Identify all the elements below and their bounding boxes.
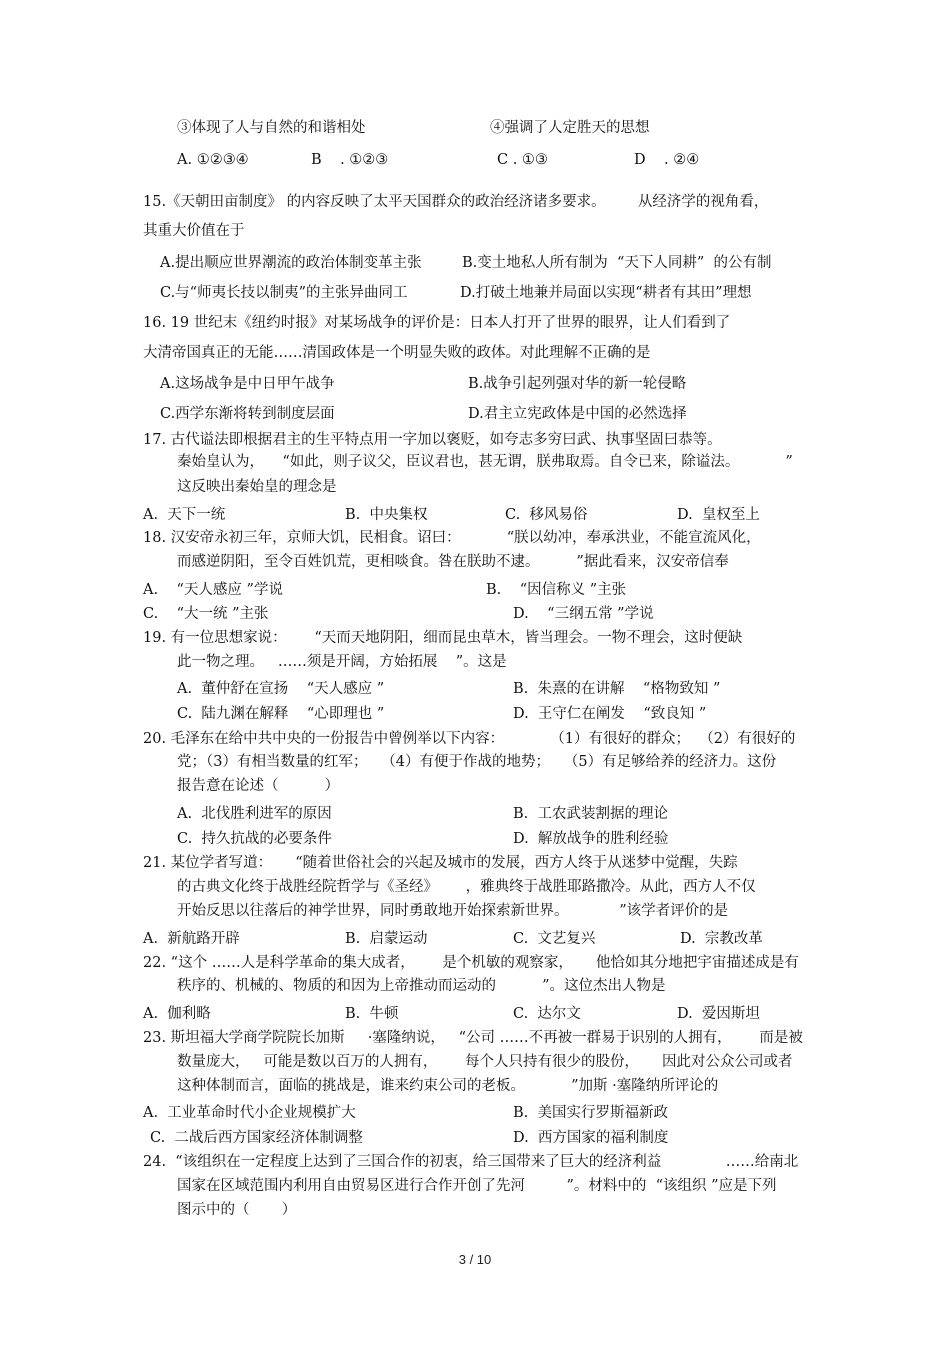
text-line: C. 达尔文	[513, 1006, 581, 1022]
text-line: 报告意在论述（ ）	[177, 778, 340, 794]
text-line: B. 中央集权	[345, 507, 428, 523]
text-line: 这反映出秦始皇的理念是	[177, 479, 337, 495]
text-line: C. 持久抗战的必要条件	[177, 831, 332, 847]
text-line: 数量庞大， 可能是数以百万的人拥有， 每个人只持有很少的股份， 因此对公众公司或者	[177, 1054, 793, 1070]
text-line: D. 宗教改革	[680, 931, 763, 947]
text-line: B . ①②③	[311, 152, 389, 168]
text-line: 开始反思以往落后的神学世界，同时勇敢地开始探索新世界。 ”该学者评价的是	[177, 903, 729, 919]
text-line: C.与“师夷长技以制夷”的主张异曲同工	[160, 285, 408, 301]
text-line: ④强调了人定胜天的思想	[490, 120, 650, 136]
text-line: 16. 19 世纪末《纽约时报》对某场战争的评价是：日本人打开了世界的眼界，让人们看到了	[143, 315, 731, 331]
text-line: ③体现了人与自然的和谐相处	[177, 120, 366, 136]
text-line: C. 移风易俗	[505, 507, 588, 523]
text-line: 党；（3）有相当数量的红军； （4）有便于作战的地势； （5）有足够给养的经济力。这份	[177, 754, 777, 770]
text-line: C . ①③	[497, 152, 548, 168]
text-line: 21. 某位学者写道： “随着世俗社会的兴起及城市的发展，西方人终于从迷梦中觉醒，失踪	[143, 855, 738, 871]
text-line: 17. 古代谥法即根据君主的生平特点用一字加以褒贬，如夸志多穷曰武、执事坚固曰恭等。	[143, 432, 722, 448]
text-line: B. 启蒙运动	[345, 931, 428, 947]
page-number: 3 / 10	[458, 1252, 492, 1267]
text-line: A. “天人感应 ”学说	[143, 582, 283, 598]
text-line: D. 皇权至上	[677, 507, 760, 523]
text-line: B. 牛顿	[345, 1006, 399, 1022]
text-line: B.变土地私人所有制为 “天下人同耕” 的公有制	[462, 255, 772, 271]
text-line: C. 二战后西方国家经济体制调整	[150, 1130, 363, 1146]
text-line: 19. 有一位思想家说： “天而天地阴阳，细而昆虫草木，皆当理会。一物不理会，这时便缺	[143, 630, 743, 646]
text-line: 图示中的（ ）	[177, 1202, 297, 1218]
text-line: D . ②④	[634, 152, 700, 168]
text-line: 15.《天朝田亩制度》 的内容反映了太平天国群众的政治经济诸多要求。 从经济学的视角看，	[143, 194, 769, 210]
text-line: B. “因信称义 ”主张	[486, 582, 627, 598]
text-line: 大清帝国真正的无能……清国政体是一个明显失败的政体。对此理解不正确的是	[143, 345, 651, 361]
text-line: 20. 毛泽东在给中共中央的一份报告中曾例举以下内容： （1）有很好的群众； （2）有很好的	[143, 731, 796, 747]
text-line: A. 新航路开辟	[143, 931, 240, 947]
text-line: B. 朱熹的在讲解 “格物致知 ”	[513, 681, 721, 697]
text-line: C. 文艺复兴	[513, 931, 596, 947]
text-line: A.这场战争是中日甲午战争	[160, 376, 335, 392]
text-line: 其重大价值在于	[143, 223, 245, 239]
text-line: B.战争引起列强对华的新一轮侵略	[468, 376, 687, 392]
text-line: A.提出顺应世界潮流的政治体制变革主张	[160, 255, 422, 271]
text-line: 秦始皇认为， “如此，则子议父，臣议君也，甚无谓，朕弗取焉。自令已来，除谥法。 ”	[177, 454, 793, 470]
text-line: A. ①②③④	[177, 152, 249, 168]
text-line: A. 天下一统	[143, 507, 226, 523]
text-line: D. 西方国家的福利制度	[513, 1130, 669, 1146]
text-line: 24. “该组织在一定程度上达到了三国合作的初衷，给三国带来了巨大的经济利益 ……给南北	[143, 1154, 799, 1170]
text-line: D. 解放战争的胜利经验	[513, 831, 669, 847]
text-line: 而感逆阴阳，至令百姓饥荒，更相啖食。咎在朕助不逮。 ”据此看来，汉安帝信奉	[177, 554, 729, 570]
text-line: A. 董仲舒在宣扬 “天人感应 ”	[177, 681, 385, 697]
text-line: A. 伽利略	[143, 1006, 211, 1022]
text-line: 秩序的、机械的、物质的和因为上帝推动而运动的 ”。这位杰出人物是	[177, 978, 666, 994]
text-line: D. “三纲五常 ”学说	[513, 606, 654, 622]
text-line: 这种体制而言，面临的挑战是，谁来约束公司的老板。 ”加斯 ·塞隆纳所评论的	[177, 1078, 719, 1094]
text-line: 23. 斯坦福大学商学院院长加斯 ·塞隆纳说， “公司 ……不再被一群易于识别的人拥有， 而是被	[143, 1030, 803, 1046]
text-line: C. 陆九渊在解释 “心即理也 ”	[177, 706, 385, 722]
text-line: C. “大一统 ”主张	[143, 606, 269, 622]
text-line: D.君主立宪政体是中国的必然选择	[468, 406, 687, 422]
text-line: B. 工农武装割据的理论	[513, 806, 668, 822]
text-line: A. 工业革命时代小企业规模扩大	[143, 1105, 356, 1121]
text-line: 的古典文化终于战胜经院哲学与《圣经》 ，雅典终于战胜耶路撒冷。从此，西方人不仅	[177, 879, 756, 895]
text-line: 此一物之理。 ……须是开阔，方始拓展 ”。这是	[177, 654, 507, 670]
text-line: A. 北伐胜利进军的原因	[177, 806, 332, 822]
text-line: D. 爱因斯坦	[677, 1006, 760, 1022]
text-line: 18. 汉安帝永初三年，京师大饥，民相食。诏曰： “朕以幼冲，奉承洪业，不能宣流风化，	[143, 530, 761, 546]
text-line: D.打破土地兼并局面以实现“耕者有其田”理想	[460, 285, 752, 301]
text-line: C.西学东渐将转到制度层面	[160, 406, 335, 422]
text-line: D. 王守仁在阐发 “致良知 ”	[513, 706, 707, 722]
text-line: 22. “这个 ……人是科学革命的集大成者， 是个机敏的观察家， 他恰如其分地把宇宙描述成是有	[143, 955, 799, 971]
text-line: 国家在区域范围内利用自由贸易区进行合作开创了先河 ”。材料中的 “该组织 ”应是下列	[177, 1178, 777, 1194]
text-line: B. 美国实行罗斯福新政	[513, 1105, 668, 1121]
